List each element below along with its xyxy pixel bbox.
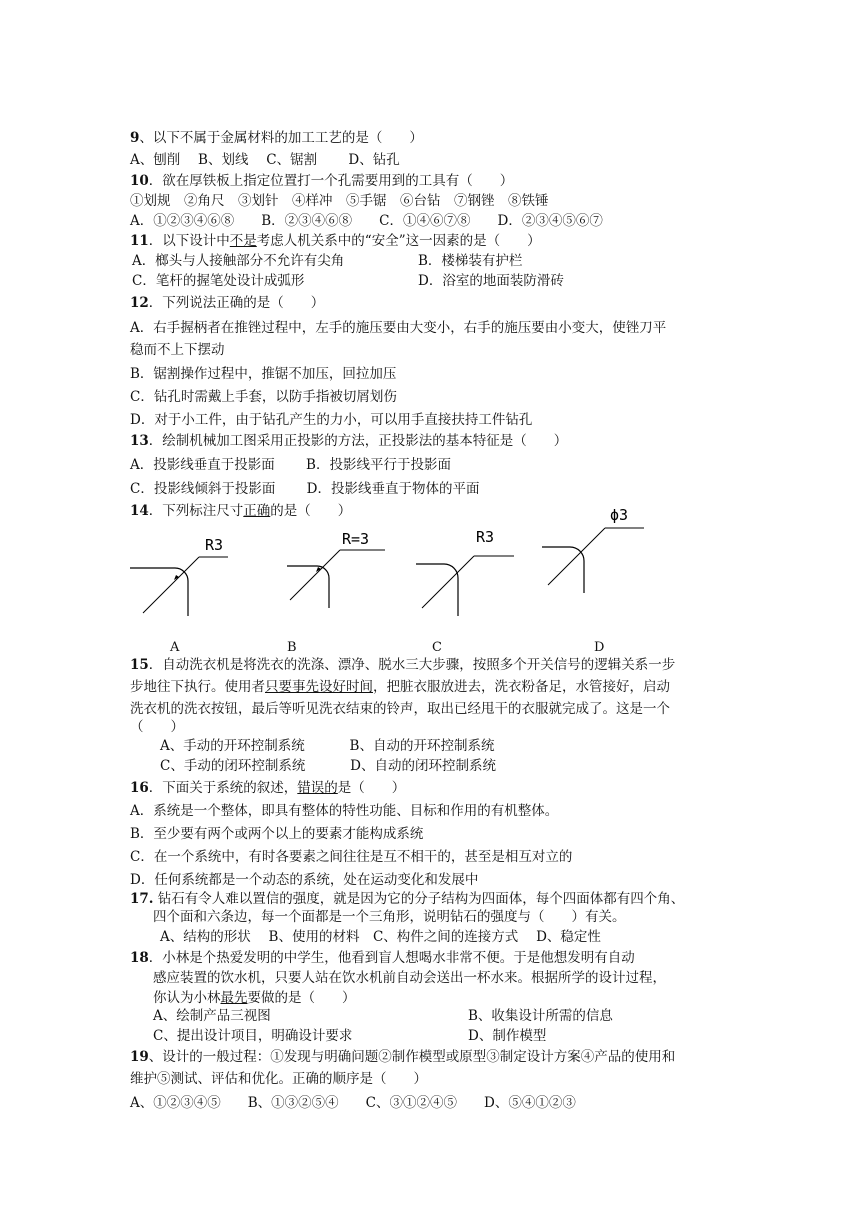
q12-option-c: C．钻孔时需戴上手套，以防手指被切屑划伤 (130, 389, 397, 405)
question-text: 你认为小林 (153, 990, 221, 1006)
q12-option-b: B．锯割操作过程中，推锯不加压，回拉加压 (130, 366, 397, 382)
figure-a-caption: A (170, 640, 180, 655)
figure-a-label: R3 (205, 536, 224, 554)
figure-b-caption: B (287, 640, 297, 655)
q12-option-a-line2: 稳而不上下摆动 (130, 342, 225, 358)
question-text: 考虑人机关系中的“安全”这一因素的是（ ） (256, 233, 541, 249)
underlined-text: 不是 (229, 233, 257, 249)
q15-line3: 洗衣机的洗衣按钮，最后等听见洗衣结束的铃声，取出已经甩干的衣服就完成了。这是一个 (130, 701, 670, 717)
question-text: ，把脏衣服放进去，洗衣粉备足，水管接好，启动 (373, 679, 670, 695)
question-text: 是（ ） (337, 780, 406, 796)
question-text: 要做的是（ ） (247, 990, 356, 1006)
figure-c-label: R3 (476, 528, 495, 546)
q17-options: A、结构的形状 B、使用的材料 C、构件之间的连接方式 D、稳定性 (160, 929, 601, 945)
q18-option-d: D、制作模型 (468, 1028, 547, 1044)
question-12 (130, 295, 324, 311)
q16-option-d: D．任何系统都是一个动态的系统，处在运动变化和发展中 (130, 872, 479, 888)
question-text: ．下列说法正确的是（ ） (148, 295, 325, 311)
question-9 (130, 130, 423, 146)
question-text: 步地往下执行。使用者 (130, 679, 265, 695)
question-16 (130, 780, 405, 796)
q17-line2: 四个面和六条边，每一个面都是一个三角形，说明钻石的强度与（ ）有关。 (153, 909, 626, 925)
question-text: 、以下不属于金属材料的加工工艺的是（ ） (139, 130, 423, 146)
question-10 (130, 173, 513, 189)
question-number: 13 (130, 433, 149, 449)
question-11 (130, 233, 541, 249)
question-number: 18 (130, 950, 149, 966)
q11-option-d: D．浴室的地面装防滑砖 (418, 273, 564, 289)
q18-line3 (153, 990, 356, 1006)
q19-options: A、①②③④⑤ B、①③②⑤④ C、③①②④⑤ D、⑤④①②③ (130, 1095, 576, 1111)
question-text: ．下面关于系统的叙述， (148, 780, 298, 796)
question-number: 12 (130, 295, 149, 311)
question-text: ．以下设计中 (148, 233, 230, 249)
question-14 (130, 503, 351, 519)
q18-option-a: A、绘制产品三视图 (153, 1008, 271, 1024)
question-text: 钻石有令人难以置信的强度，就是因为它的分子结构为四面体，每个四面体都有四个角、 (153, 891, 685, 907)
question-number: 17. (130, 891, 154, 907)
question-text: ．自动洗衣机是将洗衣的洗涤、漂净、脱水三大步骤，按照多个开关信号的逻辑关系一步 (148, 657, 676, 673)
q15-line4: （ ） (130, 719, 184, 735)
question-number: 15 (130, 657, 149, 673)
q15-line2 (130, 679, 670, 695)
question-number: 14 (130, 503, 149, 519)
question-text: 、设计的一般过程：①发现与明确问题②制作模型或原型③制定设计方案④产品的使用和 (148, 1049, 676, 1065)
q11-option-c: C．笔杆的握笔处设计成弧形 (132, 273, 305, 289)
underlined-text: 只要事先设好时间 (265, 679, 373, 695)
q18-option-b: B、收集设计所需的信息 (468, 1008, 613, 1024)
question-text: 的是（ ） (270, 503, 352, 519)
q12-option-a-line1: A．右手握柄者在推锉过程中，左手的施压要由大变小，右手的施压要由小变大，使锉刀平 (130, 320, 667, 336)
underlined-text: 最先 (220, 990, 248, 1006)
question-number: 9 (130, 130, 140, 146)
q19-line2: 维护⑤测试、评估和优化。正确的顺序是（ ） (130, 1071, 427, 1087)
q15-options-1: A、手动的开环控制系统 B、自动的开环控制系统 (160, 738, 495, 754)
q11-option-b: B．楼梯装有护栏 (418, 253, 523, 269)
question-15 (130, 657, 675, 673)
question-number: 10 (130, 173, 149, 189)
question-number: 16 (130, 780, 149, 796)
q10-options: A．①②③④⑥⑧ B．②③④⑥⑧ C．①④⑥⑦⑧ D．②③④⑤⑥⑦ (130, 213, 603, 229)
question-17 (130, 891, 684, 907)
q13-options-1: A．投影线垂直于投影面 B．投影线平行于投影面 (130, 457, 451, 473)
figure-b-label: R=3 (342, 530, 370, 548)
q16-option-c: C．在一个系统中，有时各要素之间往往是互不相干的，甚至是相互对立的 (130, 849, 573, 865)
question-text: ．小林是个热爱发明的中学生，他看到盲人想喝水非常不便。于是他想发明有自动 (148, 950, 635, 966)
figure-d-caption: D (594, 640, 605, 655)
q18-option-c: C、提出设计项目，明确设计要求 (153, 1028, 353, 1044)
question-text: ．下列标注尺寸 (148, 503, 244, 519)
figure-d-label: ϕ3 (610, 506, 629, 524)
figure-c-caption: C (432, 640, 442, 655)
q9-options: A、刨削 B、划线 C、锯割 D、钻孔 (130, 152, 400, 168)
question-number: 19 (130, 1049, 149, 1065)
underlined-text: 正确 (243, 503, 271, 519)
figure-a (128, 528, 228, 628)
figure-b (285, 528, 385, 628)
question-18 (130, 950, 635, 966)
q15-options-2: C、手动的闭环控制系统 D、自动的闭环控制系统 (160, 758, 496, 774)
q10-tools: ①划规 ②角尺 ③划针 ④样冲 ⑤手锯 ⑥台钻 ⑦钢锉 ⑧铁锤 (130, 193, 549, 209)
q18-line2: 感应装置的饮水机，只要人站在饮水机前自动会送出一杯水来。根据所学的设计过程， (153, 970, 666, 986)
q16-option-b: B．至少要有两个或两个以上的要素才能构成系统 (130, 826, 424, 842)
question-13 (130, 433, 567, 449)
question-19 (130, 1049, 675, 1065)
underlined-text: 错误的 (297, 780, 338, 796)
q11-option-a: A．榔头与人接触部分不允许有尖角 (132, 253, 345, 269)
question-number: 11 (130, 233, 149, 249)
question-text: ．欲在厚铁板上指定位置打一个孔需要用到的工具有（ ） (148, 173, 514, 189)
figure-c (414, 528, 514, 628)
q13-options-2: C．投影线倾斜于投影面 D．投影线垂直于物体的平面 (130, 481, 480, 497)
question-text: ．绘制机械加工图采用正投影的方法，正投影法的基本特征是（ ） (148, 433, 568, 449)
q16-option-a: A．系统是一个整体，即具有整体的特性功能、目标和作用的有机整体。 (130, 803, 559, 819)
q12-option-d: D．对于小工件，由于钻孔产生的力小，可以用手直接扶持工件钻孔 (130, 412, 533, 428)
figure-d (540, 505, 660, 610)
